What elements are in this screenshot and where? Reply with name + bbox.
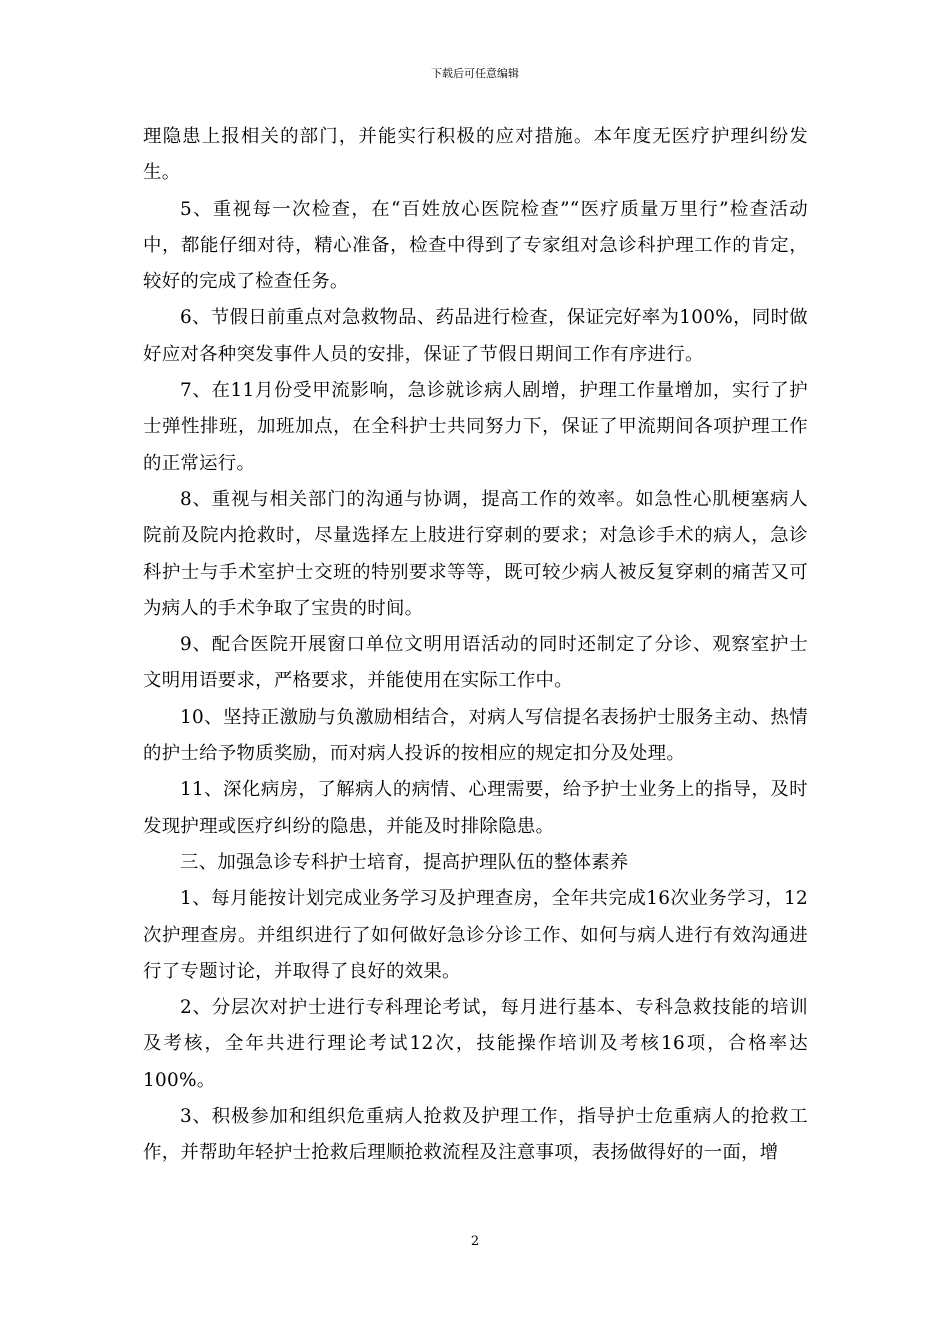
paragraph: 7、在11月份受甲流影响，急诊就诊病人剧增，护理工作量增加，实行了护士弹性排班，加班加点，在全科护士共同努力下，保证了甲流期间各项护理工作的正常运行。: [143, 380, 808, 474]
paragraph: 6、节假日前重点对急救物品、药品进行检查，保证完好率为100%，同时做好应对各种突发事件人员的安排，保证了节假日期间工作有序进行。: [143, 307, 808, 365]
paragraph: 8、重视与相关部门的沟通与协调，提高工作的效率。如急性心肌梗塞病人院前及院内抢救时，尽量选择左上肢进行穿刺的要求；对急诊手术的病人，急诊科护士与手术室护士交班的特别要求等等，既可较少病人被反复穿刺的痛苦又可为病人的手术争取了宝贵的时间。: [143, 488, 808, 619]
page-header: 下载后可任意编辑: [431, 67, 519, 80]
document-body: [143, 119, 808, 1172]
paragraph: 9、配合医院开展窗口单位文明用语活动的同时还制定了分诊、观察室护士文明用语要求，严格要求，并能使用在实际工作中。: [143, 634, 808, 692]
paragraph: 11、深化病房，了解病人的病情、心理需要，给予护士业务上的指导，及时发现护理或医疗纠纷的隐患，并能及时排除隐患。: [143, 779, 808, 837]
paragraph: 5、重视每一次检查，在“百姓放心医院检查”“医疗质量万里行”检查活动中，都能仔细对待，精心准备，检查中得到了专家组对急诊科护理工作的肯定，较好的完成了检查任务。: [143, 198, 808, 293]
paragraph: 10、坚持正激励与负激励相结合，对病人写信提名表扬护士服务主动、热情的护士给予物质奖励，而对病人投诉的按相应的规定扣分及处理。: [143, 706, 808, 765]
paragraph: 1、每月能按计划完成业务学习及护理查房，全年共完成16次业务学习，12次护理查房。并组织进行了如何做好急诊分诊工作、如何与病人进行有效沟通进行了专题讨论，并取得了良好的效果。: [143, 888, 808, 982]
paragraph: 2、分层次对护士进行专科理论考试，每月进行基本、专科急救技能的培训及考核，全年共进行理论考试12次，技能操作培训及考核16项，合格率达100%。: [143, 997, 808, 1091]
page-number: 2: [470, 1234, 480, 1249]
paragraph: 理隐患上报相关的部门，并能实行积极的应对措施。本年度无医疗护理纠纷发生。: [143, 126, 808, 184]
section-heading: 三、加强急诊专科护士培育，提高护理队伍的整体素养: [180, 851, 629, 873]
paragraph: 3、积极参加和组织危重病人抢救及护理工作，指导护士危重病人的抢救工作，并帮助年轻护士抢救后理顺抢救流程及注意事项，表扬做得好的一面，增: [143, 1106, 808, 1164]
